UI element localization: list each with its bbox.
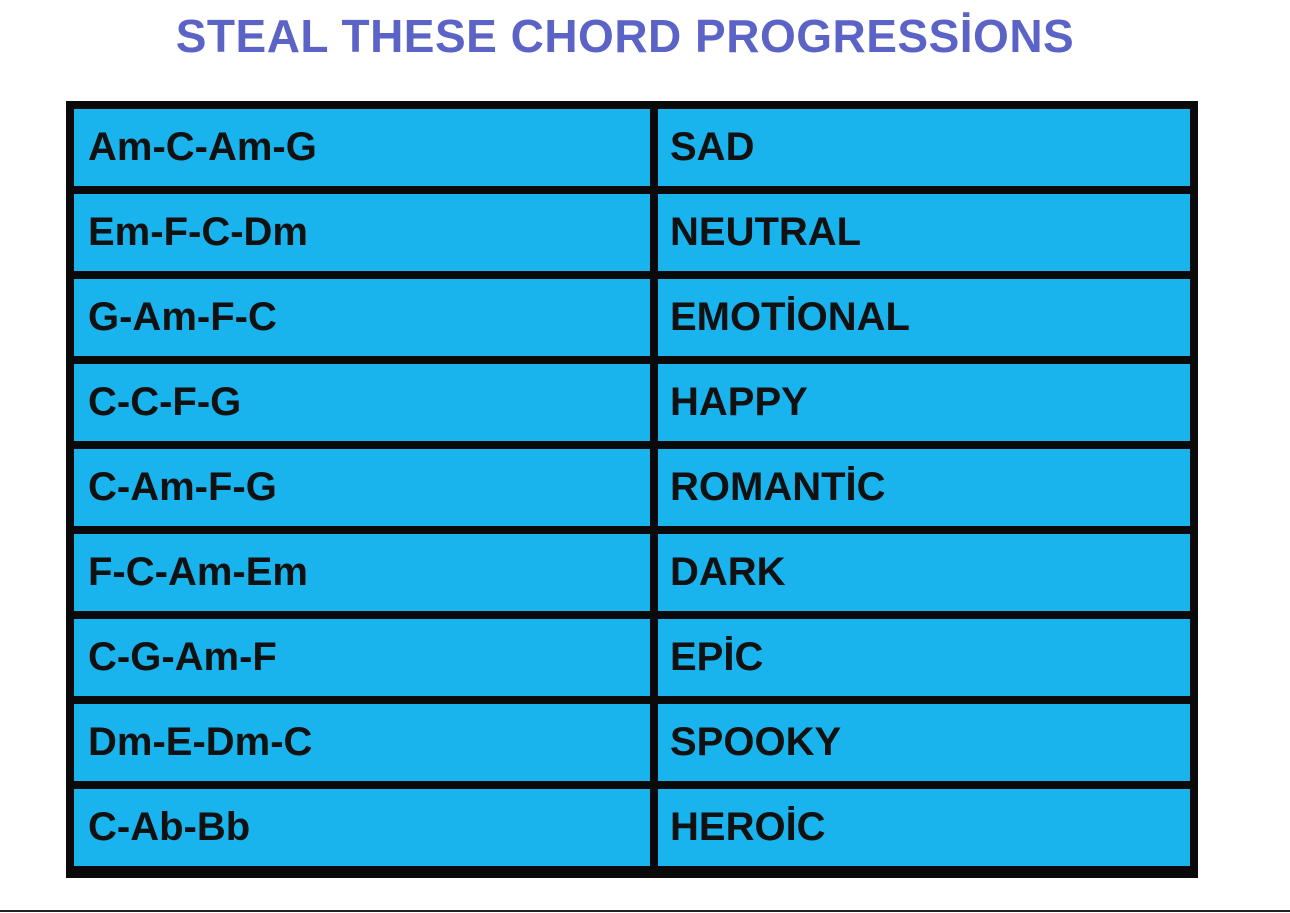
table-row xyxy=(74,619,1190,696)
mood-cell: EMOTİONAL xyxy=(658,279,1190,356)
progression-cell: Am-C-Am-G xyxy=(74,109,650,186)
bottom-divider xyxy=(0,910,1290,912)
progression-cell: Em-F-C-Dm xyxy=(74,194,650,271)
mood-cell: NEUTRAL xyxy=(658,194,1190,271)
table-row xyxy=(74,364,1190,441)
progression-cell: F-C-Am-Em xyxy=(74,534,650,611)
mood-cell: SAD xyxy=(658,109,1190,186)
progression-cell: C-Am-F-G xyxy=(74,449,650,526)
mood-cell: EPİC xyxy=(658,619,1190,696)
table-row xyxy=(74,704,1190,781)
table-row xyxy=(74,279,1190,356)
table-row xyxy=(74,534,1190,611)
table-row xyxy=(74,194,1190,271)
mood-cell: ROMANTİC xyxy=(658,449,1190,526)
progression-cell: Dm-E-Dm-C xyxy=(74,704,650,781)
chord-progression-table xyxy=(66,101,1198,878)
mood-cell: SPOOKY xyxy=(658,704,1190,781)
table-row xyxy=(74,789,1190,866)
progression-cell: C-Ab-Bb xyxy=(74,789,650,866)
mood-cell: HAPPY xyxy=(658,364,1190,441)
mood-cell: DARK xyxy=(658,534,1190,611)
progression-cell: C-G-Am-F xyxy=(74,619,650,696)
page-title: STEAL THESE CHORD PROGRESSİONS xyxy=(175,10,1075,62)
progression-cell: G-Am-F-C xyxy=(74,279,650,356)
table-row xyxy=(74,109,1190,186)
mood-cell: HEROİC xyxy=(658,789,1190,866)
progression-cell: C-C-F-G xyxy=(74,364,650,441)
table-row xyxy=(74,449,1190,526)
